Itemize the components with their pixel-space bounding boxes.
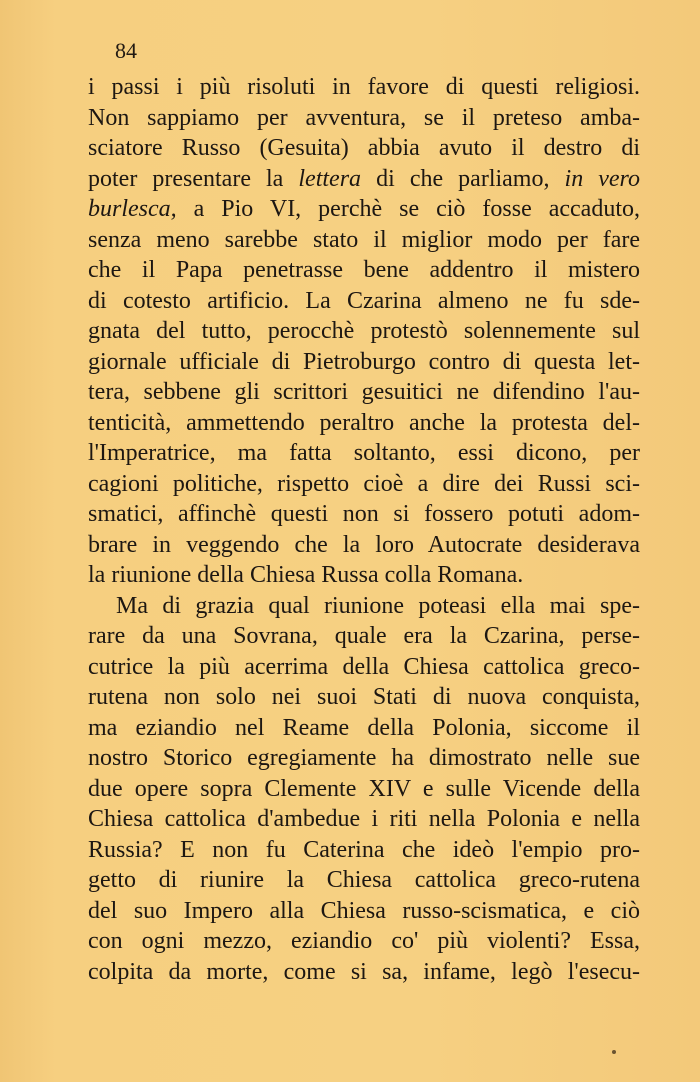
text-line: due opere sopra Clemente XIV e sulle Vicende della [88, 775, 640, 802]
paragraph-start-line: Ma di grazia qual riunione poteasi ella mai spe- [116, 592, 640, 619]
text-line: tenticità, ammettendo peraltro anche la protesta del- [88, 409, 640, 436]
text-line: di cotesto artificio. La Czarina almeno ne fu sde- [88, 287, 640, 314]
page-number: 84 [115, 38, 137, 63]
italic-word: lettera [298, 165, 362, 192]
text-line: cagioni politiche, rispetto cioè a dire dei Russi sci- [88, 470, 640, 497]
text-line: burlesca, a Pio VI, perchè se ciò fosse accaduto, [88, 196, 640, 222]
text-line: tera, sebbene gli scrittori gesuitici ne difendino l'au- [88, 379, 640, 405]
paragraph-end-line: la riunione della Chiesa Russa colla Romana. [88, 562, 524, 588]
text-line: gnata del tutto, perocchè protestò solennemente sul [88, 318, 640, 344]
text-line: ma eziandio nel Reame della Polonia, siccome il [88, 714, 640, 741]
text-line: nostro Storico egregiamente ha dimostrato nelle sue [88, 745, 640, 771]
text-line: senza meno sarebbe stato il miglior modo per fare [88, 226, 640, 253]
text-line: rare da una Sovrana, quale era la Czarina, perse- [88, 623, 640, 649]
text-line: sciatore Russo (Gesuita) abbia avuto il destro di [88, 135, 640, 161]
text-line: l'Imperatrice, ma fatta soltanto, essi dicono, per [88, 440, 640, 466]
italic-phrase: in vero [564, 165, 641, 192]
text-line: getto di riunire la Chiesa cattolica greco-rutena [88, 867, 640, 893]
text-line: brare in veggendo che la loro Autocrate desiderava [88, 531, 640, 558]
italic-word: burlesca, [88, 196, 177, 222]
text-line: che il Papa penetrasse bene addentro il mistero [88, 257, 640, 283]
body-text [88, 72, 640, 987]
text-line: poter presentare la lettera di che parliamo, in vero [88, 165, 641, 192]
text-line: i passi i più risoluti in favore di questi religiosi. [88, 74, 640, 100]
print-mark [612, 1050, 616, 1054]
text-line: cutrice la più acerrima della Chiesa cattolica greco- [88, 653, 640, 680]
text-line: Chiesa cattolica d'ambedue i riti nella Polonia e nella [88, 806, 640, 832]
text-line: colpita da morte, come si sa, infame, legò l'esecu- [88, 958, 640, 985]
text-line: giornale ufficiale di Pietroburgo contro di questa let- [88, 348, 640, 375]
text-line: del suo Impero alla Chiesa russo-scismatica, e ciò [88, 897, 640, 924]
text-line: con ogni mezzo, eziandio co' più violenti? Essa, [88, 928, 640, 954]
text-line: Russia? E non fu Caterina che ideò l'empio pro- [88, 836, 640, 863]
text-line: smatici, affinchè questi non si fossero potuti adom- [88, 501, 640, 527]
text-line: rutena non solo nei suoi Stati di nuova conquista, [88, 684, 640, 710]
text-line: Non sappiamo per avventura, se il preteso amba- [88, 104, 640, 131]
